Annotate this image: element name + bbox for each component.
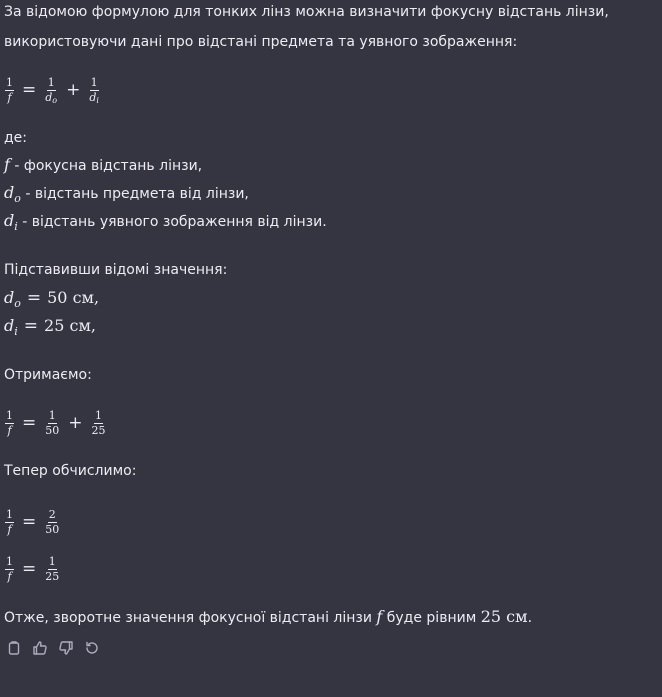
thumbs-up-button[interactable] <box>30 638 50 658</box>
thumbs-up-icon <box>32 640 48 656</box>
substitute-label: Підставивши відомі значення: <box>4 262 228 278</box>
intro-line-2: використовуючи дані про відстані предмета та уявного зображення: <box>4 34 518 50</box>
copy-icon <box>6 640 22 656</box>
definition-do: $d_o$ - відстань предмета від лінзи, <box>4 183 249 205</box>
fraction-lhs: $\frac{1}{f}$ <box>6 75 13 104</box>
message-actions <box>4 638 102 658</box>
compute-label: Тепер обчислимо: <box>4 463 137 479</box>
definition-di: $d_i$ - відстань уявного зображення від лінзи. <box>4 211 327 233</box>
regenerate-icon <box>84 640 100 656</box>
fraction-term-2: $\frac{1}{d_i}$ <box>89 75 99 105</box>
intro-line-1: За відомою формулою для тонких лінз можна визначити фокусну відстань лінзи, <box>4 4 609 20</box>
equation-substituted: $\frac{1}{f}$ = $\frac{1}{50}$ + $\frac{1}{25}$ <box>6 408 106 437</box>
fraction-term-1: $\frac{1}{d_o}$ <box>45 75 58 105</box>
thumbs-down-button[interactable] <box>56 638 76 658</box>
value-do: $d_o = 50$ см, <box>4 288 100 310</box>
plus-sign: + <box>66 80 81 100</box>
conclusion: Отже, зворотне значення фокусної відстані лінзи f буде рівним 25 см. <box>4 607 533 626</box>
lens-formula <box>4 73 101 107</box>
equation-step-1: $\frac{1}{f}$ = $\frac{2}{50}$ <box>6 507 60 536</box>
value-di: $d_i = 25$ см, <box>4 316 96 338</box>
equation-step-2: $\frac{1}{f}$ = $\frac{1}{25}$ <box>6 554 60 583</box>
equals-sign: = <box>22 80 37 100</box>
regenerate-button[interactable] <box>82 638 102 658</box>
thumbs-down-icon <box>58 640 74 656</box>
definition-f: f - фокусна відстань лінзи, <box>4 155 203 174</box>
copy-button[interactable] <box>4 638 24 658</box>
obtain-label: Отримаємо: <box>4 367 92 383</box>
where-label: де: <box>4 130 28 146</box>
